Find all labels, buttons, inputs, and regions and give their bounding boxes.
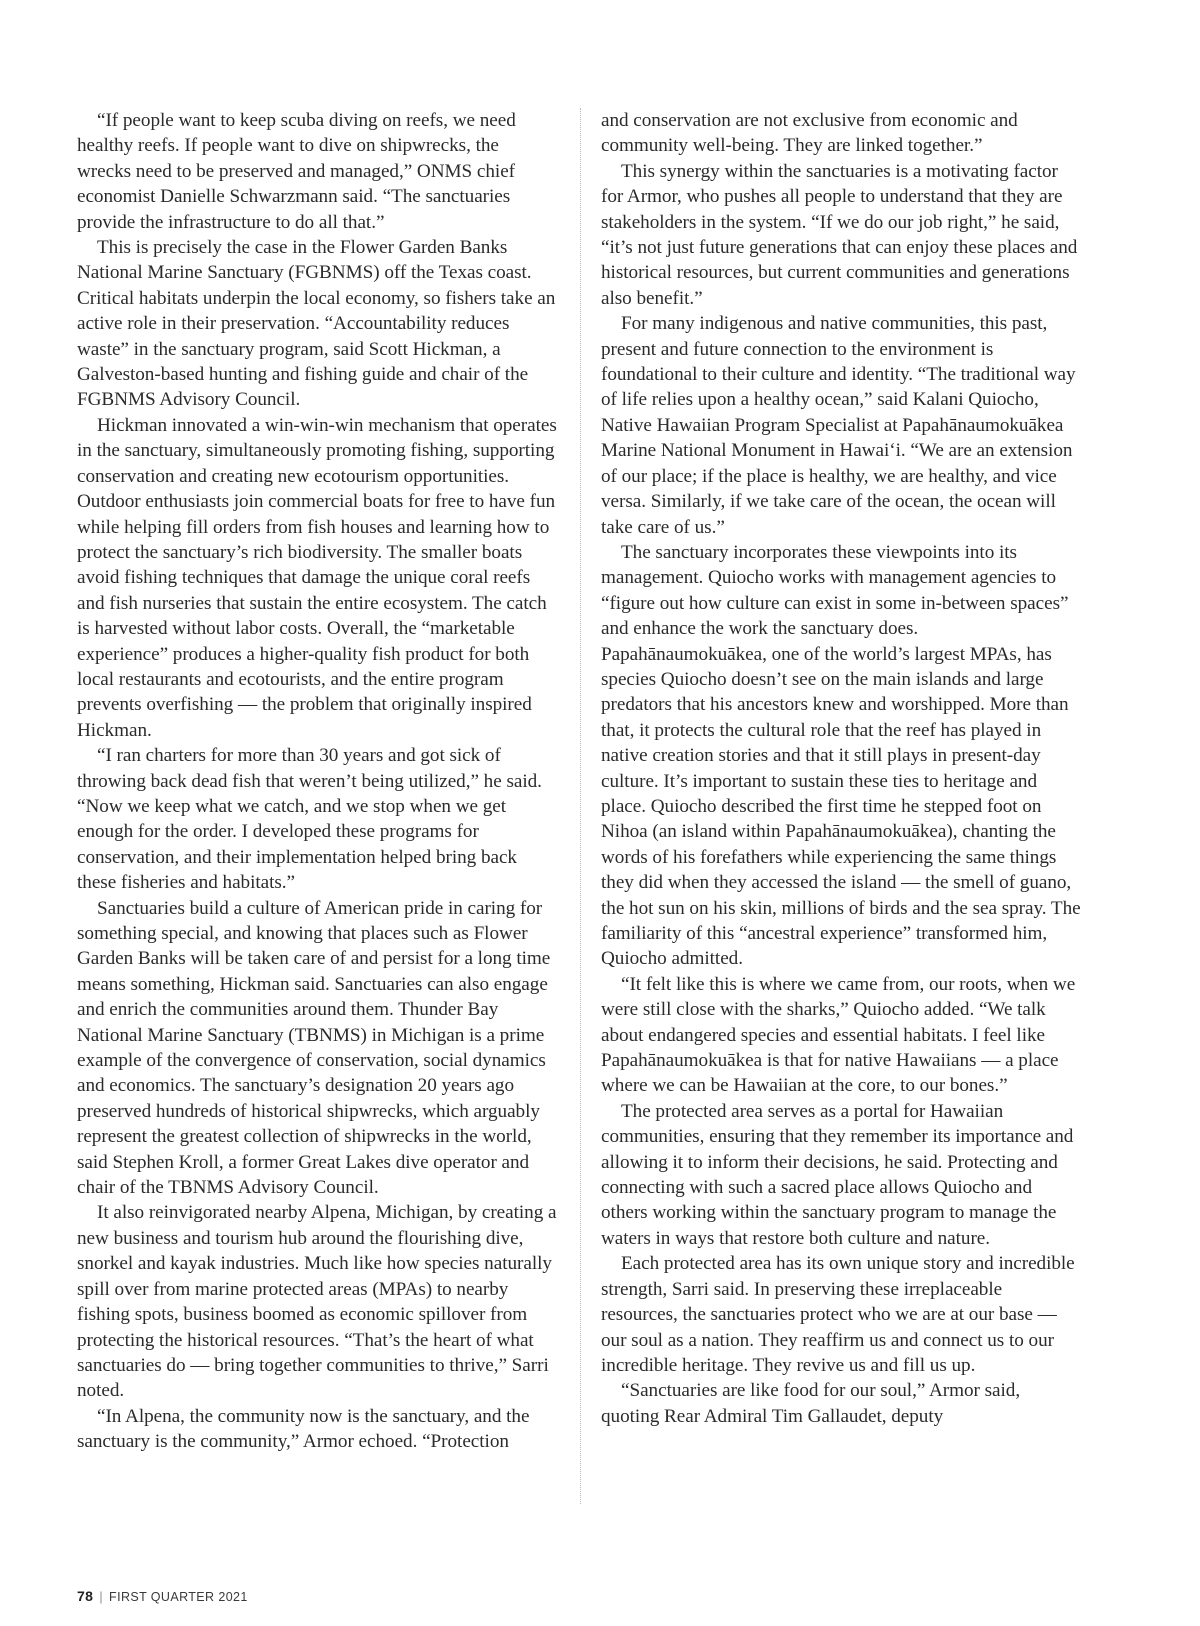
paragraph: “Sanctuaries are like food for our soul,” Armor said, quoting Rear Admiral Tim Gallaudet, deputy	[601, 1380, 1021, 1427]
paragraph: This is precisely the case in the Flower Garden Banks National Marine Sanctuary (FGBNMS) off the Texas coast. Critical habitats underpin the local economy, so fishers take an active role in their preservation. “Accountability reduces waste” in the sanctuary program, said Scott Hickman, a Galveston-based hunting and fishing guide and chair of the FGBNMS Advisory Council.	[77, 237, 556, 411]
paragraph: Sanctuaries build a culture of American pride in caring for something special, and knowing that places such as Flower Garden Banks will be taken care of and persist for a long time means something, Hickman said. Sanctuaries can also engage and enrich the communities around them. Thunder Bay National Marine Sanctuary (TBNMS) in Michigan is a prime example of the convergence of conservation, social dynamics and economics. The sanctuary’s designation 20 years ago preserved hundreds of historical shipwrecks, which arguably represent the greatest collection of shipwrecks in the world, said Stephen Kroll, a former Great Lakes dive operator and chair of the TBNMS Advisory Council.	[77, 897, 551, 1199]
paragraph: It also reinvigorated nearby Alpena, Michigan, by creating a new business and tourism hub around the flourishing dive, snorkel and kayak industries. Much like how species naturally spill over from marine protected areas (MPAs) to nearby fishing spots, business boomed as economic spillover from protecting the historical resources. “That’s the heart of what sanctuaries do — bring together communities to thrive,” Sarri noted.	[77, 1202, 557, 1402]
page-footer	[77, 1588, 248, 1604]
paragraph: “It felt like this is where we came from, our roots, when we were still close with the sharks,” Quiocho added. “We talk about endangered species and essential habitats. I feel like Papahānaumokuākea is that for native Hawaiians — a place where we can be Hawaiian at the core, to our bones.”	[601, 973, 1076, 1097]
left-column	[77, 108, 557, 1455]
paragraph: For many indigenous and native communities, this past, present and future connection to the environment is foundational to their culture and identity. “The traditional way of life relies upon a healthy ocean,” said Kalani Quiocho, Native Hawaiian Program Specialist at Papahānaumokuākea Marine National Monument in Hawai‘i. “We are an extension of our place; if the place is healthy, we are healthy, and vice versa. Similarly, if we take care of the ocean, the ocean will take care of us.”	[601, 313, 1076, 538]
paragraph: This synergy within the sanctuaries is a motivating factor for Armor, who pushes all people to understand that they are stakeholders in the system. “If we do our job right,” he said, “it’s not just future generations that can enjoy these places and historical resources, but current communities and generations also benefit.”	[601, 160, 1078, 309]
paragraph: Each protected area has its own unique story and incredible strength, Sarri said. In preserving these irreplaceable resources, the sanctuaries protect who we are at our base — our soul as a nation. They reaffirm us and connect us to our incredible heritage. They revive us and fill us up.	[601, 1253, 1075, 1376]
paragraph: Hickman innovated a win-win-win mechanism that operates in the sanctuary, simultaneously promoting fishing, supporting conservation and creating new ecotourism opportunities. Outdoor enthusiasts join commercial boats for free to have fun while helping fill orders from fish houses and learning how to protect the sanctuary’s rich biodiversity. The smaller boats avoid fishing techniques that damage the unique coral reefs and fish nurseries that sustain the entire ecosystem. The catch is harvested without labor costs. Overall, the “marketable experience” produces a higher-quality fish product for both local restaurants and ecotourists, and the entire program prevents overfishing — the problem that originally inspired Hickman.	[77, 414, 557, 741]
paragraph: “I ran charters for more than 30 years and got sick of throwing back dead fish that weren’t being utilized,” he said. “Now we keep what we catch, and we stop when we get enough for the order. I developed these programs for conservation, and their implementation helped bring back these fisheries and habitats.”	[77, 745, 542, 894]
paragraph: “If people want to keep scuba diving on reefs, we need healthy reefs. If people want to dive on shipwrecks, the wrecks need to be preserved and managed,” ONMS chief economist Danielle Schwarzmann said. “The sanctuaries provide the infrastructure to do all that.”	[77, 110, 516, 233]
issue-label: FIRST QUARTER 2021	[109, 1590, 248, 1604]
paragraph: “In Alpena, the community now is the sanctuary, and the sanctuary is the community,” Armor echoed. “Protection	[77, 1405, 530, 1453]
footer-separator: |	[99, 1590, 104, 1604]
right-column	[601, 108, 1083, 1429]
column-divider	[580, 108, 581, 1504]
paragraph: The protected area serves as a portal for Hawaiian communities, ensuring that they remember its importance and allowing it to inform their decisions, he said. Protecting and connecting with such a sacred place allows Quiocho and others working within the sanctuary program to manage the waters in ways that restore both culture and nature.	[601, 1100, 1074, 1249]
paragraph: The sanctuary incorporates these viewpoints into its management. Quiocho works with management agencies to “figure out how culture can exist in some in-between spaces” and enhance the work the sanctuary does. Papahānaumokuākea, one of the world’s largest MPAs, has species Quiocho doesn’t see on the main islands and large predators that his ancestors knew and worshipped. More than that, it protects the cultural role that the reef has played in native creation stories and that it still plays in present-day culture. It’s important to sustain these ties to heritage and place. Quiocho described the first time he stepped foot on Nihoa (an island within Papahānaumokuākea), chanting the words of his forefathers while experiencing the same things they did when they accessed the island — the smell of guano, the hot sun on his skin, millions of birds and the sea spray. The familiarity of this “ancestral experience” transformed him, Quiocho admitted.	[601, 541, 1081, 970]
paragraph-continued: and conservation are not exclusive from economic and community well-being. They are linked together.”	[601, 110, 1018, 157]
page-number: 78	[77, 1588, 94, 1604]
